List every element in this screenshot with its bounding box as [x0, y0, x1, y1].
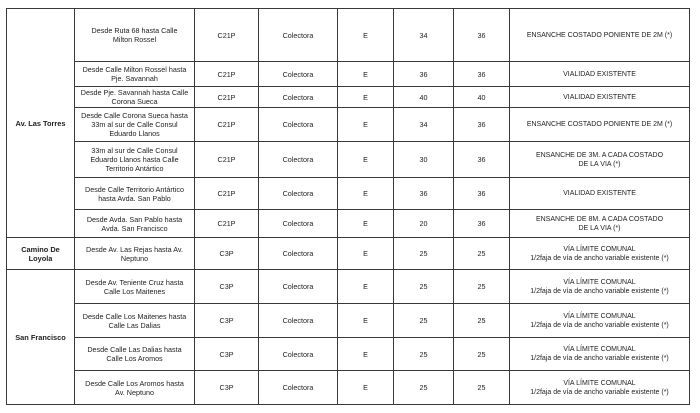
current-width-cell: 36: [394, 178, 454, 210]
status-cell: E: [338, 238, 394, 270]
status-cell: E: [338, 270, 394, 304]
tramo-cell-line: Desde Calle Las Dalias hasta: [87, 345, 182, 354]
tramo-cell-line: Desde Av. Teniente Cruz hasta: [85, 277, 184, 287]
observation-cell: [510, 210, 690, 238]
tramo-cell: [75, 371, 195, 405]
code-cell: C21P: [195, 178, 259, 210]
observation-cell-line: VÍA LÍMITE COMUNAL: [563, 278, 636, 286]
tramo-cell-line: Desde Ruta 68 hasta Calle: [91, 26, 178, 35]
tramo-cell: [75, 62, 195, 87]
tramo-cell-line: Territorio Antártico: [105, 164, 164, 173]
code-cell: C21P: [195, 108, 259, 142]
table-row: [7, 108, 690, 142]
observation-cell: [510, 238, 690, 270]
code-cell: C21P: [195, 210, 259, 238]
table-row: [7, 87, 690, 108]
observation-cell-line: ENSANCHE COSTADO PONIENTE DE 2M (*): [526, 121, 673, 128]
status-cell: E: [338, 371, 394, 405]
current-width-cell: 30: [394, 142, 454, 178]
type-cell: Colectora: [259, 270, 338, 304]
status-cell: E: [338, 338, 394, 371]
tramo-cell-line: Desde Avda. San Pablo hasta: [86, 214, 183, 224]
table-row: [7, 238, 690, 270]
tramo-cell-line: 33m al sur de Calle Consul: [91, 120, 178, 129]
projected-width-cell: 36: [454, 108, 510, 142]
tramo-cell: [75, 142, 195, 178]
tramo-cell-line: Desde Calle Corona Sueca hasta: [81, 111, 188, 120]
code-cell: C21P: [195, 87, 259, 108]
projected-width-cell: 25: [454, 270, 510, 304]
projected-width-cell: 25: [454, 304, 510, 338]
observation-cell: [510, 178, 690, 210]
tramo-cell-line: Desde Calle Los Aromos hasta: [85, 378, 184, 388]
table-row: [7, 9, 690, 62]
observation-cell: [510, 62, 690, 87]
tramo-cell: [75, 178, 195, 210]
current-width-cell: 34: [394, 108, 454, 142]
tramo-cell-line: Eduardo Llanos: [109, 129, 160, 138]
type-cell: Colectora: [259, 238, 338, 270]
tramo-cell-line: Neptuno: [120, 253, 149, 263]
observation-cell: [510, 270, 690, 304]
current-width-cell: 36: [394, 62, 454, 87]
tramo-cell: [75, 270, 195, 304]
status-cell: E: [338, 178, 394, 210]
projected-width-cell: 25: [454, 338, 510, 371]
tramo-cell-line: hasta Avda. San Pablo: [98, 193, 171, 203]
projected-width-cell: 36: [454, 210, 510, 238]
observation-cell-line: 1/2faja de vía de ancho variable existente (*): [530, 287, 669, 295]
observation-cell-line: VIALIDAD EXISTENTE: [563, 190, 636, 197]
code-cell: C3P: [195, 304, 259, 338]
observation-cell-line: VÍA LÍMITE COMUNAL: [563, 346, 636, 353]
observation-cell-line: DE LA VIA (*): [578, 160, 621, 168]
observation-cell-line: 1/2faja de vía de ancho variable existente (*): [530, 388, 669, 396]
observation-cell: [510, 304, 690, 338]
status-cell: E: [338, 9, 394, 62]
observation-cell-line: VIALIDAD EXISTENTE: [563, 70, 636, 78]
tramo-cell: [75, 238, 195, 270]
vialidad-table: [6, 8, 690, 405]
tramo-cell-line: Milton Rossel: [112, 35, 157, 44]
observation-cell: [510, 9, 690, 62]
tramo-cell: [75, 87, 195, 108]
type-cell: Colectora: [259, 371, 338, 405]
observation-cell-line: VÍA LÍMITE COMUNAL: [563, 312, 636, 320]
tramo-cell-line: Avda. San Francisco: [101, 223, 168, 233]
type-cell: Colectora: [259, 9, 338, 62]
current-width-cell: 25: [394, 238, 454, 270]
table-row: [7, 304, 690, 338]
tramo-cell-line: Eduardo Llanos hasta Calle: [90, 155, 179, 164]
tramo-cell: [75, 338, 195, 371]
tramo-cell-line: 33m al sur de Calle Consul: [91, 146, 178, 155]
observation-cell-line: ENSANCHE DE 8M. A CADA COSTADO: [535, 215, 664, 223]
code-cell: C3P: [195, 338, 259, 371]
tramo-cell-line: Desde Calle Territorio Antártico: [85, 184, 184, 194]
current-width-cell: 20: [394, 210, 454, 238]
tramo-cell: [75, 108, 195, 142]
table-row: [7, 270, 690, 304]
type-cell: Colectora: [259, 142, 338, 178]
tramo-cell-line: Av. Neptuno: [115, 387, 154, 397]
type-cell: Colectora: [259, 87, 338, 108]
status-cell: E: [338, 210, 394, 238]
code-cell: C3P: [195, 238, 259, 270]
status-cell: E: [338, 304, 394, 338]
code-cell: C21P: [195, 142, 259, 178]
observation-cell-line: VIALIDAD EXISTENTE: [563, 93, 636, 101]
type-cell: Colectora: [259, 178, 338, 210]
observation-cell: [510, 142, 690, 178]
status-cell: E: [338, 142, 394, 178]
observation-cell: [510, 338, 690, 371]
observation-cell-line: 1/2faja de vía de ancho variable existente (*): [530, 254, 669, 262]
type-cell: Colectora: [259, 338, 338, 371]
observation-cell: [510, 108, 690, 142]
current-width-cell: 34: [394, 9, 454, 62]
table-row: [7, 142, 690, 178]
street-name: Av. Las Torres: [7, 9, 75, 238]
street-name: San Francisco: [7, 270, 75, 405]
type-cell: Colectora: [259, 304, 338, 338]
tramo-cell-line: Desde Av. Las Rejas hasta Av.: [86, 244, 183, 254]
tramo-cell-line: Calle Los Maitenes: [103, 286, 166, 296]
current-width-cell: 40: [394, 87, 454, 108]
table-row: [7, 210, 690, 238]
tramo-cell: [75, 9, 195, 62]
projected-width-cell: 36: [454, 142, 510, 178]
observation-cell: [510, 371, 690, 405]
table-row: [7, 178, 690, 210]
code-cell: C3P: [195, 371, 259, 405]
projected-width-cell: 25: [454, 371, 510, 405]
observation-cell-line: 1/2faja de vía de ancho variable existente (*): [530, 321, 669, 329]
observation-cell-line: DE LA VIA (*): [578, 224, 621, 232]
table-row: [7, 338, 690, 371]
current-width-cell: 25: [394, 371, 454, 405]
document-page: [6, 8, 690, 405]
tramo-cell-line: Desde Calle Los Maitenes hasta: [82, 311, 187, 321]
tramo-cell: [75, 304, 195, 338]
code-cell: C3P: [195, 270, 259, 304]
tramo-cell-line: Desde Calle Milton Rossel hasta: [82, 65, 187, 74]
code-cell: C21P: [195, 62, 259, 87]
tramo-cell-line: Pje. Savannah: [111, 74, 158, 83]
table-row: [7, 371, 690, 405]
current-width-cell: 25: [394, 304, 454, 338]
current-width-cell: 25: [394, 338, 454, 371]
observation-cell-line: VÍA LÍMITE COMUNAL: [563, 245, 636, 253]
observation-cell-line: 1/2faja de vía de ancho variable existente (*): [530, 355, 669, 362]
type-cell: Colectora: [259, 108, 338, 142]
tramo-cell-line: Calle Las Dalias: [108, 320, 161, 330]
type-cell: Colectora: [259, 62, 338, 87]
projected-width-cell: 36: [454, 178, 510, 210]
code-cell: C21P: [195, 9, 259, 62]
observation-cell-line: ENSANCHE DE 3M. A CADA COSTADO: [535, 151, 664, 159]
status-cell: E: [338, 108, 394, 142]
status-cell: E: [338, 62, 394, 87]
tramo-cell-line: Calle Los Aromos: [106, 354, 163, 363]
projected-width-cell: 36: [454, 9, 510, 62]
projected-width-cell: 36: [454, 62, 510, 87]
observation-cell-line: ENSANCHE COSTADO PONIENTE DE 2M (*): [526, 31, 673, 39]
projected-width-cell: 25: [454, 238, 510, 270]
status-cell: E: [338, 87, 394, 108]
observation-cell: [510, 87, 690, 108]
current-width-cell: 25: [394, 270, 454, 304]
projected-width-cell: 40: [454, 87, 510, 108]
type-cell: Colectora: [259, 210, 338, 238]
observation-cell-line: VÍA LÍMITE COMUNAL: [563, 379, 636, 387]
tramo-cell: [75, 210, 195, 238]
street-name: Camino De Loyola: [7, 238, 75, 270]
table-row: [7, 62, 690, 87]
tramo-cell-line: Corona Sueca: [111, 97, 158, 106]
tramo-cell-line: Desde Pje. Savannah hasta Calle: [80, 88, 189, 97]
